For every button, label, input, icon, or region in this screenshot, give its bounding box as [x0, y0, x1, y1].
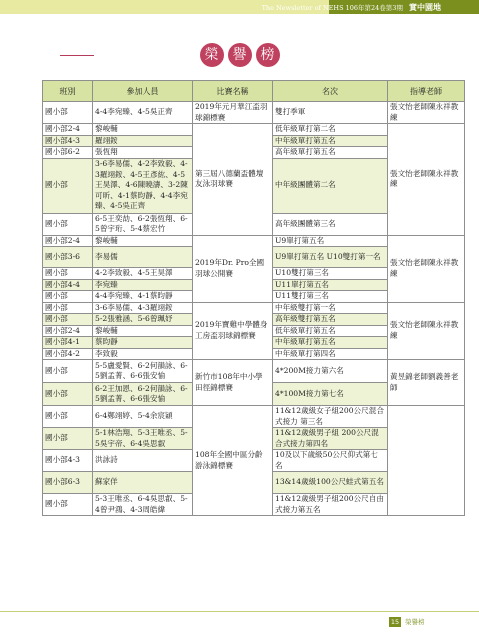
- title-char: 榮: [200, 43, 224, 67]
- cell-class: 國小部4-4: [43, 279, 93, 291]
- cell-rank: 10及以下歲級50公尺仰式第七名: [273, 450, 388, 472]
- cell-rank: U10雙打第三名: [273, 268, 388, 280]
- cell-members: 5-5盧愛賢、6-2何韻詠、6-5劉孟菁、6-6張安愉: [93, 360, 193, 383]
- cell-class: 國小部6-3: [43, 472, 93, 494]
- newsletter-title: The Newsletter of NEHS 106年第24卷第3期: [261, 4, 403, 12]
- cell-members: 4-4李宛臻、4-1蔡昀靜: [93, 291, 193, 303]
- cell-members: 李易儒: [93, 247, 193, 268]
- cell-class: 國小部: [43, 268, 93, 280]
- col-header-class: 班別: [43, 81, 93, 102]
- cell-rank: 11&12歲級男子組 200公尺混合式接力第四名: [273, 428, 388, 450]
- cell-members: 蔡昀靜: [93, 337, 193, 349]
- table-row: [43, 360, 465, 383]
- cell-members: 5-3王唯丞、6-4吳思叡、5-4曾尹鴻、4-3周皓緯: [93, 494, 193, 516]
- cell-class: 國小部: [43, 213, 93, 235]
- cell-members: 6-4鄭翊婷、5-4余宸穎: [93, 406, 193, 428]
- cell-teacher: 黃昱錦老師劉義善老師: [388, 360, 465, 406]
- col-header-competition: 比賽名稱: [193, 81, 273, 102]
- cell-members: 5-1林浩翔、5-3王唯丞、5-5吳宇帝、6-4吳思叡: [93, 428, 193, 450]
- cell-rank: 中年級單打第四名: [273, 348, 388, 360]
- cell-class: 國小部: [43, 291, 93, 303]
- cell-rank: 4*100M接力第七名: [273, 383, 388, 406]
- col-header-rank: 名次: [273, 81, 388, 102]
- cell-rank: 中年級單打第五名: [273, 135, 388, 147]
- cell-members: 李宛臻: [93, 279, 193, 291]
- cell-class: 國小部2-4: [43, 124, 93, 136]
- cell-competition: 2019年寶雞中學體身工房盃羽球錦標賽: [193, 302, 273, 360]
- cell-rank: U11雙打第三名: [273, 291, 388, 303]
- cell-members: 6-5王奕劼、6-2張恆翔、6-5曾宇珩、5-4蔡宏竹: [93, 213, 193, 235]
- cell-rank: U11單打第五名: [273, 279, 388, 291]
- cell-members: 3-6李易儒、4-3羅翊銨: [93, 302, 193, 314]
- cell-members: 張恆翔: [93, 147, 193, 159]
- page-title: [0, 43, 479, 69]
- cell-members: 洪詠詩: [93, 450, 193, 472]
- cell-members: 6-2王加恩、6-2何韻詠、6-5劉孟菁、6-6張安愉: [93, 383, 193, 406]
- cell-rank: 中年級團體第二名: [273, 158, 388, 213]
- cell-rank: U9單打第五名: [273, 235, 388, 247]
- section-name: 實中園地: [409, 2, 441, 12]
- cell-class: 國小部: [43, 494, 93, 516]
- title-char: 譽: [228, 43, 252, 67]
- cell-class: 國小部4-3: [43, 450, 93, 472]
- cell-rank: 雙打季軍: [273, 102, 388, 124]
- cell-class: 國小部2-4: [43, 325, 93, 337]
- cell-class: 國小部4-1: [43, 337, 93, 349]
- cell-teacher: 張文怡老師陳永祥教練: [388, 102, 465, 124]
- col-header-members: 參加人員: [93, 81, 193, 102]
- cell-members: 3-6李易儒、4-2李致毅、4-3羅翊銨、4-5王彥紘、4-5王昊澤、4-6陳曉濤、3-2陳可昕、4-1蔡昀靜、4-4李宛臻、4-5吳正齊: [93, 158, 193, 213]
- cell-class: 國小部: [43, 102, 93, 124]
- cell-class: 國小部: [43, 314, 93, 326]
- page-number: 15: [390, 618, 400, 626]
- cell-members: 蘇家佯: [93, 472, 193, 494]
- cell-rank: 13&14歲級100公尺蛙式第五名: [273, 472, 388, 494]
- cell-rank: 11&12歲級女子組200公尺混合式接力 第三名: [273, 406, 388, 428]
- cell-members: 5-2張雅涵、5-6曾珮妤: [93, 314, 193, 326]
- cell-class: 國小部: [43, 158, 93, 213]
- cell-rank: 高年級團體第三名: [273, 213, 388, 235]
- cell-class: 國小部6-2: [43, 147, 93, 159]
- cell-members: 黎峻輔: [93, 325, 193, 337]
- cell-rank: 中年級單打第五名: [273, 337, 388, 349]
- cell-class: 國小部: [43, 360, 93, 383]
- cell-rank: 高年級雙打第五名: [273, 314, 388, 326]
- cell-class: 國小部4-3: [43, 135, 93, 147]
- cell-rank: 低年級單打第二名: [273, 124, 388, 136]
- honor-table: [42, 80, 465, 516]
- cell-members: 4-2李致毅、4-5王昊澤: [93, 268, 193, 280]
- cell-class: 國小部: [43, 428, 93, 450]
- cell-class: 國小部4-2: [43, 348, 93, 360]
- cell-rank: 中年級雙打第一名: [273, 302, 388, 314]
- cell-rank: 低年級單打第五名: [273, 325, 388, 337]
- footer-rule: [0, 611, 479, 612]
- table-row: [43, 406, 465, 428]
- header-bar: [0, 0, 479, 14]
- cell-members: 李致毅: [93, 348, 193, 360]
- table-row: [43, 124, 465, 136]
- cell-rank: U9單打第五名 U10雙打第一名: [273, 247, 388, 268]
- cell-members: 黎峻輔: [93, 124, 193, 136]
- cell-teacher: 張文怡老師陳永祥教練: [388, 302, 465, 360]
- cell-teacher: 張文怡老師陳永祥教練: [388, 124, 465, 236]
- cell-members: 黎峻輔: [93, 235, 193, 247]
- cell-competition: 108年全國中區分齡游泳錦標賽: [193, 406, 273, 516]
- cell-class: 國小部: [43, 383, 93, 406]
- footer-section-label: 榮譽榜: [405, 618, 425, 626]
- cell-competition: 2019年元月華江盃羽球錦標賽: [193, 102, 273, 124]
- cell-members: 4-4李宛臻、4-5吳正齊: [93, 102, 193, 124]
- table-row: [43, 235, 465, 247]
- cell-rank: 高年級單打第五名: [273, 147, 388, 159]
- cell-teacher: 張文怡老師陳永祥教練: [388, 235, 465, 302]
- cell-class: 國小部2-4: [43, 235, 93, 247]
- cell-class: 國小部3-6: [43, 247, 93, 268]
- cell-members: 羅翊銨: [93, 135, 193, 147]
- table-body: [43, 102, 465, 516]
- newsletter-header: [262, 1, 441, 14]
- table-row: [43, 302, 465, 314]
- cell-competition: 新竹市108年中小學田徑錦標賽: [193, 360, 273, 406]
- cell-competition: 2019年Dr. Pro全國羽球公開賽: [193, 235, 273, 302]
- table-header-row: [43, 81, 465, 102]
- cell-class: 國小部: [43, 406, 93, 428]
- title-char: 榜: [256, 43, 280, 67]
- table-row: [43, 102, 465, 124]
- cell-rank: 11&12歲級男子組200公尺自由式接力第五名: [273, 494, 388, 516]
- col-header-teacher: 指導老師: [388, 81, 465, 102]
- cell-class: 國小部: [43, 302, 93, 314]
- cell-rank: 4*200M接力第六名: [273, 360, 388, 383]
- cell-competition: 第三屆八德蘭盃體壇友泳羽球賽: [193, 124, 273, 236]
- cell-teacher: [388, 406, 465, 516]
